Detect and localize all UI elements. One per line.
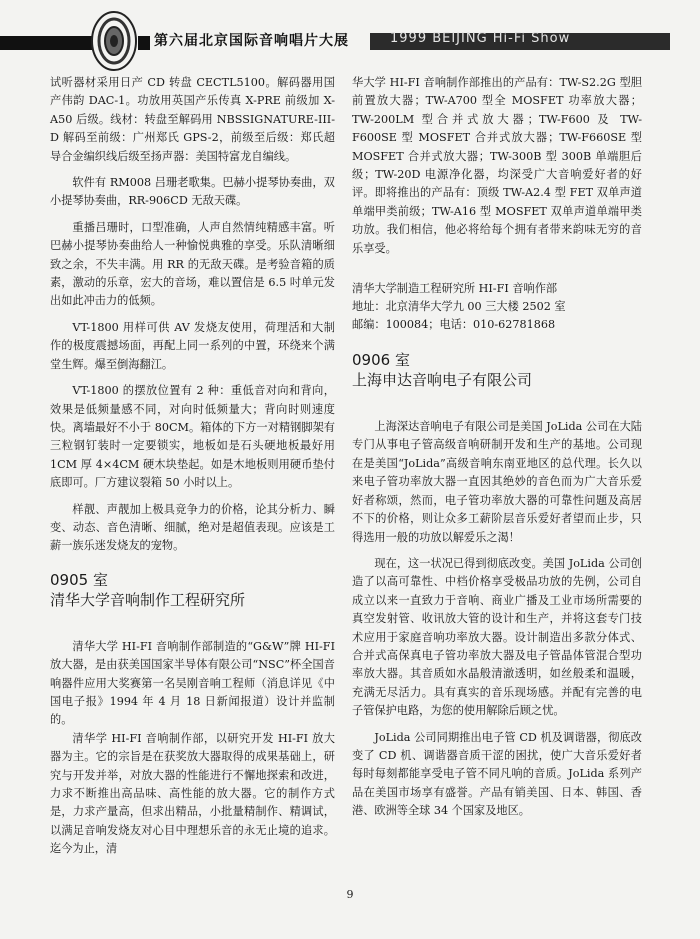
body-paragraph: 上海深达音响电子有限公司是美国 JoLida 公司在大陆专门从事电子管高级音响研制开发和生产的基地。公司现在是美国“JoLida”高级音响东南亚地区的总代理。长久以来电子管功率放大器一直因其绝妙的音色而为广大音乐爱好者称颂，然而，电子管功率放大器的可靠性问题及高居不下的价格，则让众多工薪阶层音乐爱好者望而止步，只得选用一般的功放以解爱乐之渴！ (352, 420, 642, 544)
body-paragraph: 试听器材采用日产 CD 转盘 CECTL5100。解码器用国产伟韵 DAC-1。功放用英国产乐传真 X-PRE 前级加 X-A50 后级。线材：转盘至解码用 NBSSIGNATURE-III-D 解码至前级：广州郑氏 GPS-2，前级至后级：郑氏超导合金编织线后级至扬声器：美国特富龙自编线。 (50, 76, 335, 163)
contact-block (352, 280, 642, 334)
body-paragraph: 华大学 HI-FI 音响制作部推出的产品有：TW-S2.2G 型胆前置放大器；TW-A700 型全 MOSFET 功率放大器；TW-200LM 型合并式放大器；TW-F600 及 TW-F600SE 型 MOSFET 合并式放大器；TW-F660SE 型 MOSFET 合并式放大器；TW-300B 型 300B 单端胆后级；TW-20D 电源净化器，均深受广大音响爱好者的好评。即将推出的产品有：顶级 TW-A2.4 型 FET 双单声道单端甲类前级；TW-A16 型 MOSFET 双单声道单端甲类功放。我们相信，他必将给每个拥有者带来韵味无穷的音乐享受。 (352, 76, 642, 255)
body-paragraph: 现在，这一状况已得到彻底改变。美国 JoLida 公司创造了以高可靠性、中档价格享受极品功放的先例，公司自成立以来一直致力于音响、商业广播及工业市场所需要的真空发射管、收讯放大管的设计和生产，并将这套专门技术应用于家庭音响功率放大器。设计制造出多款分体式、合并式高保真电子管功率放大器及电子管晶体管混合型功率放大器。其音质如水晶般清澈透明，如丝般柔和温暖，充满无尽活力。具有真实的音乐现场感。并配有完善的电子管保护电路，为您的使用解除后顾之忧。 (352, 556, 642, 718)
room-label: 0906 室 (352, 351, 410, 370)
body-paragraph: 样靓、声靓加上极具竞争力的价格，论其分析力、瞬变、动态、音色清晰、细腻，绝对是超值表现。应该是工薪一族乐迷发烧友的宠物。 (50, 502, 335, 553)
body-paragraph: 软件有 RM008 吕珊老歌集。巴赫小提琴协奏曲，双小提琴协奏曲，RR-906CD 无敌天碟。 (50, 176, 335, 208)
company-heading: 清华大学音响制作工程研究所 (50, 590, 246, 609)
header-event-en: 1999 BEIJING Hi-Fi Show (390, 31, 571, 46)
room-label: 0905 室 (50, 570, 108, 589)
company-heading: 上海申达音响电子有限公司 (352, 371, 533, 390)
right-column (352, 74, 642, 821)
contact-line: 清华大学制造工程研究所 HI-FI 音响作部 (352, 282, 558, 296)
speaker-emblem-icon (90, 10, 138, 72)
page-number: 9 (346, 888, 354, 901)
body-paragraph: 重播吕珊时，口型准确，人声自然情纯精感丰富。听巴赫小提琴协奏曲给人一种愉悦典雅的享受。乐队清晰细致之余，不失丰满。用 RR 的无敌天碟。是考验音箱的质素，激动的乐章，宏大的音场，难以置信是 6.5 吋单元发出如此冲击力的低频。 (50, 220, 335, 308)
body-paragraph: 清华大学 HI-FI 音响制作部制造的“G&W”牌 HI-FI 放大器，是由获美国国家半导体有限公司“NSC”杯全国音响器件应用大奖赛第一名吴刚音响工程师（消息详见《中国电子报》1994 年 4 月 18 日新闻报道）设计并监制的。 (50, 639, 335, 727)
header-title: 第六届北京国际音响唱片大展 (150, 30, 353, 50)
body-paragraph: JoLida 公司同期推出电子管 CD 机及调谐器，彻底改变了 CD 机、调谐器音质干涩的困扰，使广大音乐爱好者每时每刻都能享受电子管不同凡响的音质。JoLida 系列产品在美国市场享有盛誉。产品有销美国、日本、韩国、香港、欧洲等全球 34 个国家及地区。 (352, 730, 642, 818)
left-column (50, 74, 335, 859)
body-paragraph: VT-1800 的摆放位置有 2 种：重低音对向和背向，效果是低频量感不同，对向时低频量大；背向时则速度快。离墙最好不小于 80CM。箱体的下方一对精钢脚架有三粒钢钉装时一定要锁实，地板如是石头硬地板最好用 1CM 厚 4×4CM 硬木块垫起。如是木地板则用硬币垫付底即可。厂方建议裂箱 50 小时以上。 (50, 384, 335, 490)
body-paragraph: 清华学 HI-FI 音响制作部，以研究开发 HI-FI 放大器为主。它的宗旨是在获奖放大器取得的成果基础上，研究与开发并举，对放大器的性能进行不懈地探索和改进，力求不断推出高品味、高性能的放大器。它的制作方式是，力求产量高，但求出精品，小批量精制作、精调试，以满足音响发烧友对心目中理想乐音的永无止境的追求。迄今为止，清 (50, 731, 335, 856)
body-paragraph: VT-1800 用样可供 AV 发烧友使用，荷理活和大制作的极度震撼场面，再配上同一系列的中置，环绕来个满堂生辉。爆至倒海翻江。 (50, 320, 335, 371)
header-bar-left (0, 36, 92, 50)
contact-line: 邮编：100084；电话：010-62781868 (352, 318, 556, 332)
contact-line: 地址：北京清华大学九 00 三大楼 2502 室 (352, 300, 566, 314)
